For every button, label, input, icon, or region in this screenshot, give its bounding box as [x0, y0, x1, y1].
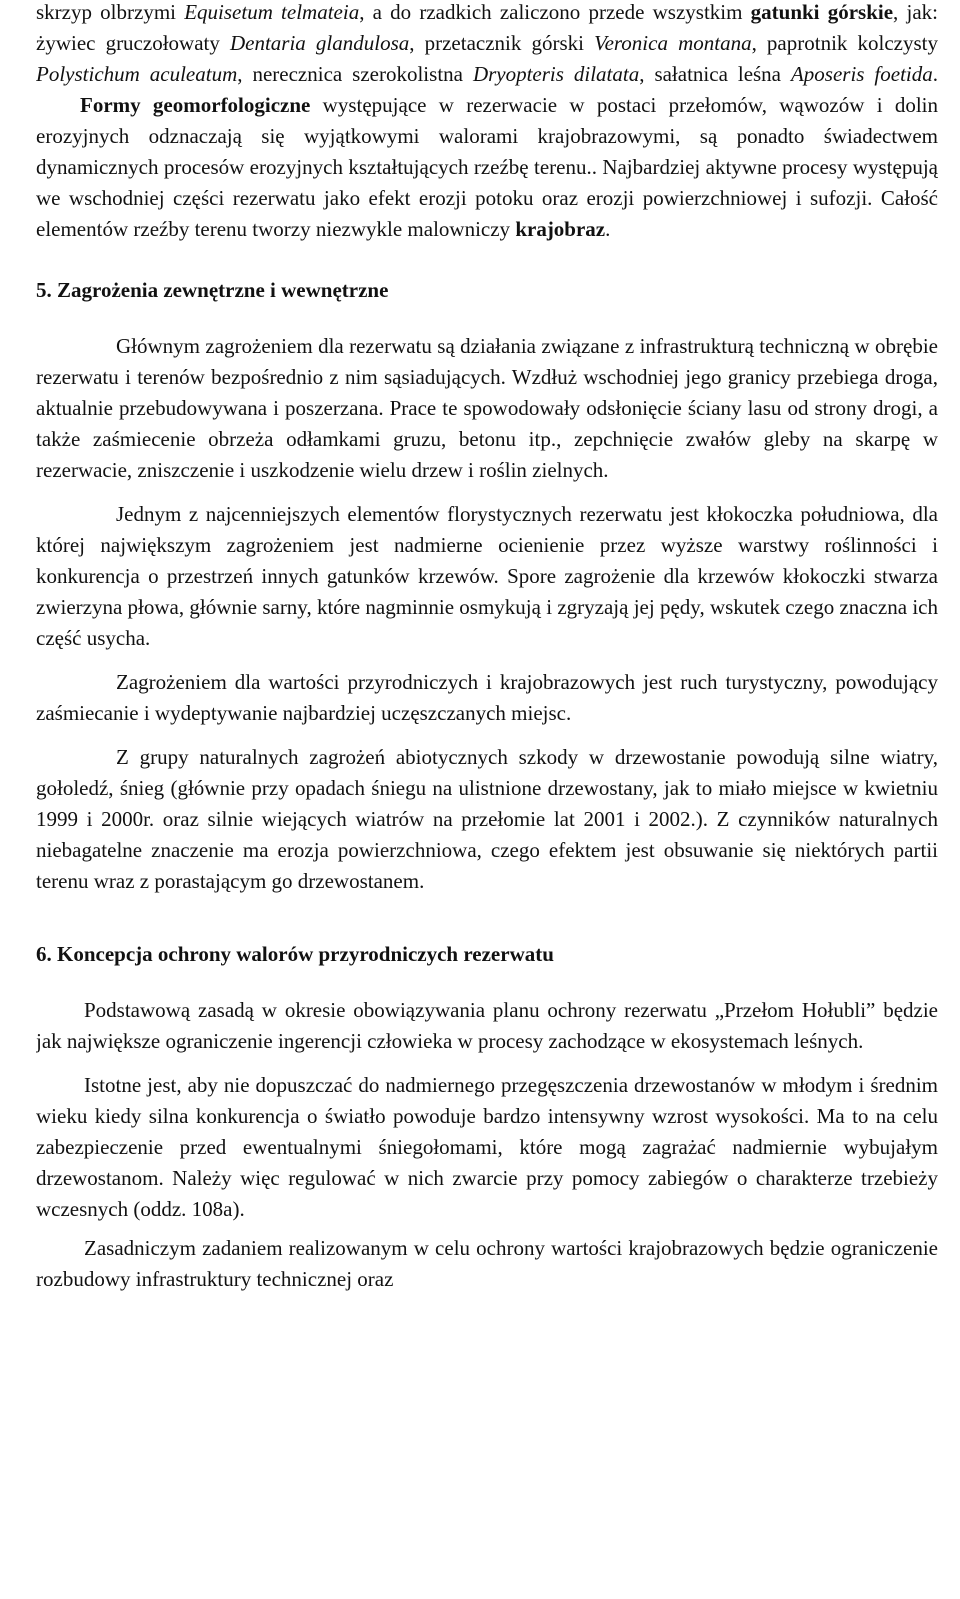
species-name: Aposeris foetida — [790, 62, 933, 86]
species-name: Dentaria glandulosa — [229, 31, 410, 55]
section-heading-6: 6. Koncepcja ochrony walorów przyrodniczych rezerwatu — [36, 942, 554, 966]
section-heading-5: 5. Zagrożenia zewnętrzne i wewnętrzne — [36, 278, 389, 302]
bold-term: Formy geomorfologiczne — [80, 93, 311, 117]
bold-term: krajobraz — [515, 217, 606, 241]
section6-paragraph-1: Podstawową zasadą w okresie obowiązywania planu ochrony rezerwatu „Przełom Hołubli” będzie jak największe ograniczenie ingerencji człowieka w procesy zachodzące w ekosystemach leśnych. — [36, 998, 938, 1053]
text-run: , sałatnica leśna — [639, 62, 791, 86]
section5-paragraph-1: Głównym zagrożeniem dla rezerwatu są działania związane z infrastrukturą techniczną w obrębie rezerwatu i terenów bezpośrednio z nim sąsiadujących. Wzdłuż wschodniej jego granicy przebiega droga, aktualnie przebudowywana i poszerzana. Prace te spowodowały odsłonięcie ściany lasu od strony drogi, a także zaśmiecenie obrzeża odłamkami gruzu, betonu itp., zepchnięcie zwałów gleby na skarpę w rezerwacie, zniszczenie i uszkodzenie wielu drzew i roślin zielnych. — [36, 334, 938, 482]
document-page — [36, 0, 938, 1599]
text-run: , przetacznik górski — [409, 31, 595, 55]
section5-paragraph-4: Z grupy naturalnych zagrożeń abiotycznych szkody w drzewostanie powodują silne wiatry, gołoledź, śnieg (głównie przy opadach śniegu na ulistnione drzewostany, jak to miało miejsce w kwietniu 1999 i 2000r. oraz silnie wiejących wiatrów na przełomie lat 2001 i 2002.). Z czynników naturalnych niebagatelne znaczenie ma erozja powierzchniowa, czego efektem jest obsuwanie się niektórych partii terenu wraz z porastającym go drzewostanem. — [36, 745, 938, 893]
text-run: , nerecznica szerokolistna — [237, 62, 473, 86]
section6-paragraph-2: Istotne jest, aby nie dopuszczać do nadmiernego przegęszczenia drzewostanów w młodym i średnim wieku kiedy silna konkurencja o światło powoduje bardzo intensywny wzrost wysokości. Ma to na celu zabezpieczenie przed ewentualnymi śniegołomami, które mogą zagrażać nadmiernie wybujałym drzewostanom. Należy więc regulować w nich zwarcie przy pomocy zabiegów o charakterze trzebieży wczesnych (oddz. 108a). — [36, 1073, 938, 1221]
section5-paragraph-3: Zagrożeniem dla wartości przyrodniczych i krajobrazowych jest ruch turystyczny, powodujący zaśmiecanie i wydeptywanie najbardziej uczęszczanych miejsc. — [36, 670, 938, 725]
section6-paragraph-3: Zasadniczym zadaniem realizowanym w celu ochrony wartości krajobrazowych będzie ograniczenie rozbudowy infrastruktury technicznej oraz — [36, 1236, 938, 1291]
species-name: Equisetum telmateia — [184, 0, 360, 24]
text-run: . — [605, 217, 611, 241]
species-name: Veronica montana — [594, 31, 752, 55]
species-name: Dryopteris dilatata — [472, 62, 640, 86]
text-run: występujące w rezerwacie w postaci przełomów, wąwozów i dolin erozyjnych odznaczają się wyjątkowymi walorami krajobrazowymi, są ponadto świadectwem dynamicznych procesów erozyjnych kształtujących rzeźbę terenu.. Najbardziej aktywne procesy występują we wschodniej części rezerwatu jako efekt erozji potoku oraz erozji powierzchniowej i sufozji. Całość elementów rzeźby terenu tworzy niezwykle malowniczy — [36, 93, 938, 241]
text-run: skrzyp olbrzymi — [36, 0, 185, 24]
section5-paragraph-2: Jednym z najcenniejszych elementów florystycznych rezerwatu jest kłokoczka południowa, dla której największym zagrożeniem jest nadmierne ocienienie przez wyższe warstwy roślinności i konkurencja o przestrzeń innych gatunków krzewów. Spore zagrożenie dla krzewów kłokoczki stwarza zwierzyna płowa, głównie sarny, które nagminnie osmykują i zgryzają jej pędy, wskutek czego znaczna ich część usycha. — [36, 502, 938, 650]
text-run: , paprotnik kolczysty — [751, 31, 938, 55]
text-run: , jak: żywiec gruczołowaty — [36, 0, 938, 55]
text-run: , a do rzadkich zaliczono przede wszystkim — [359, 0, 751, 24]
text-run: . — [932, 62, 938, 86]
intro-paragraph — [36, 0, 938, 245]
bold-term: gatunki górskie — [750, 0, 894, 24]
species-name: Polystichum aculeatum — [36, 62, 238, 86]
